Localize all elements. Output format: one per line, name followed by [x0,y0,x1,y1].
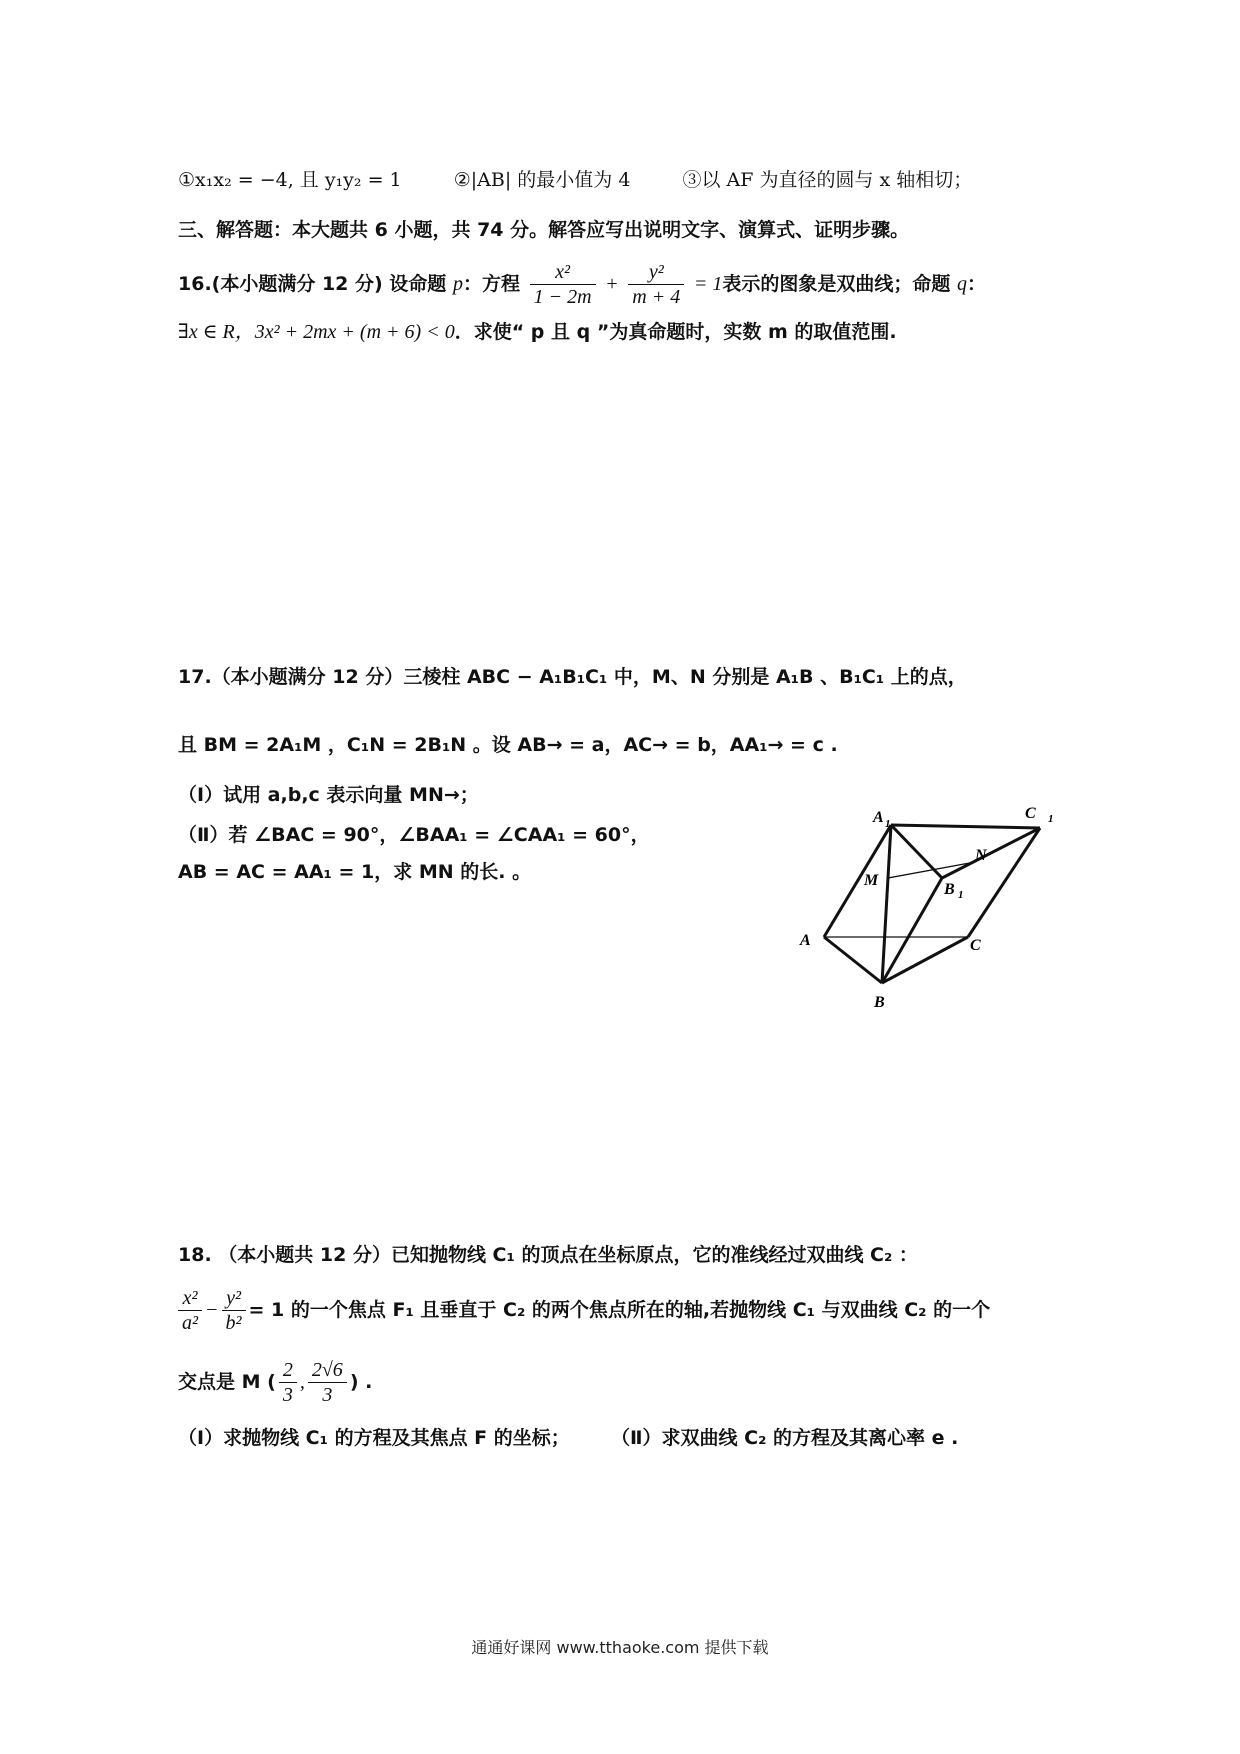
q16-fraction-2 [628,260,684,309]
q16-frac1-den: 1 − 2m [533,286,592,308]
q18-line1: 18. （本小题共 12 分）已知抛物线 C₁ 的顶点在坐标原点，它的准线经过双曲线 C₂ ： [178,1244,918,1266]
q18-line3-lead: 交点是 M ( [178,1371,276,1393]
q17-line1: 17.（本小题满分 12 分）三棱柱 ABC − A₁B₁C₁ 中，M、N 分别是 A₁B 、B₁C₁ 上的点， [178,666,967,688]
q18-line2-rest: = 1 的一个焦点 F₁ 且垂直于 C₂ 的两个焦点所在的轴,若抛物线 C₁ 与双曲线 C₂ 的一个 [248,1299,991,1321]
label-A1-sub: 1 [885,818,891,830]
q16-lead: 16.(本小题满分 12 分) 设命题 [178,273,447,295]
q16-line2-text: ．求使“ p 且 q ”为真命题时，实数 m 的取值范围. [454,321,897,343]
q16-end-colon: ： [967,273,987,295]
q17-part2b: AB = AC = AA₁ = 1，求 MN 的长. 。 [178,861,532,883]
q18-frac4-num: 2√6 [308,1358,347,1383]
q18-part1: （Ⅰ）求抛物线 C₁ 的方程及其焦点 F 的坐标； [178,1427,570,1449]
q16-frac1-num: x² [530,260,596,285]
q17-line2: 且 BM = 2A₁M ，C₁N = 2B₁N 。设 AB→ = a，AC→ = b，AA₁→ = c . [178,734,838,756]
q18-frac1-num: x² [178,1286,202,1311]
q18-parts [178,1424,958,1452]
q18-frac3-den: 3 [282,1384,293,1406]
q17-part2: （Ⅱ）若 ∠BAC = 90°，∠BAA₁ = ∠CAA₁ = 60°， [178,824,650,846]
label-C1-sub: 1 [1048,813,1054,825]
q18-line3-end: ) . [349,1371,373,1393]
q16-q: q [957,273,967,295]
footer-download-note: 通通好课网 www.tthaoke.com 提供下载 [471,1638,769,1657]
edge-A1-C1 [891,825,1040,828]
q16-plus: + [605,273,619,295]
q16-mid: 表示的图象是双曲线；命题 [722,273,951,295]
section3-header: 三、解答题：本大题共 6 小题，共 74 分。解答应写出说明文字、演算式、证明步骤。 [178,219,910,241]
label-A: A [800,932,811,949]
q18-frac2-den: b² [225,1312,242,1334]
q18-frac1-den: a² [182,1312,198,1334]
label-A1: A [873,809,884,826]
label-C: C [970,937,981,954]
q18-minus: − [205,1299,219,1321]
q18-comma: , [299,1371,305,1393]
q16-eq-one: = 1 [693,273,723,295]
q18-fraction-2 [222,1286,246,1335]
label-B1: B [944,881,955,898]
label-B1-sub: 1 [958,889,964,901]
q16-p: p [452,273,463,295]
q18-frac4-den: 3 [322,1384,333,1406]
q18-part2: （Ⅱ）求双曲线 C₂ 的方程及其离心率 e . [611,1427,959,1449]
q16-frac2-den: m + 4 [632,286,681,308]
segment-M-N [888,862,975,878]
edge-C1-C [968,828,1040,937]
q15-option-1: ①x₁x₂ = −4, 且 y₁y₂ = 1 [178,169,402,191]
q18-fraction-3 [279,1358,297,1407]
label-N: N [975,847,987,864]
label-C1: C [1025,805,1036,822]
q15-option-2: ②|AB| 的最小值为 4 [453,169,631,191]
q16-line2 [178,318,897,346]
label-M: M [864,872,879,889]
edge-A-B [824,937,882,983]
prism-figure [790,800,1080,1020]
q16-frac2-num: y² [628,260,684,285]
q15-options [178,166,972,194]
q17-part1: （Ⅰ）试用 a,b,c 表示向量 MN→； [178,784,479,806]
q16-line1 [178,252,986,316]
q16-fraction-1 [530,260,596,309]
edge-B1-C1 [942,828,1040,878]
q18-frac3-num: 2 [279,1358,297,1383]
edge-A-A1 [824,825,891,937]
q18-line3 [178,1350,372,1414]
q18-fraction-4 [308,1358,347,1407]
label-B: B [874,994,885,1011]
q16-colon-eq: ：方程 [462,273,520,295]
q18-line2 [178,1278,990,1342]
q18-fraction-1 [178,1286,202,1335]
edge-A1-B [882,825,891,983]
q15-option-3: ③以 AF 为直径的圆与 x 轴相切； [682,169,973,191]
q16-exists-expr: ∃x ∈ R，3x² + 2mx + (m + 6) < 0 [178,321,455,343]
q18-frac2-num: y² [222,1286,246,1311]
